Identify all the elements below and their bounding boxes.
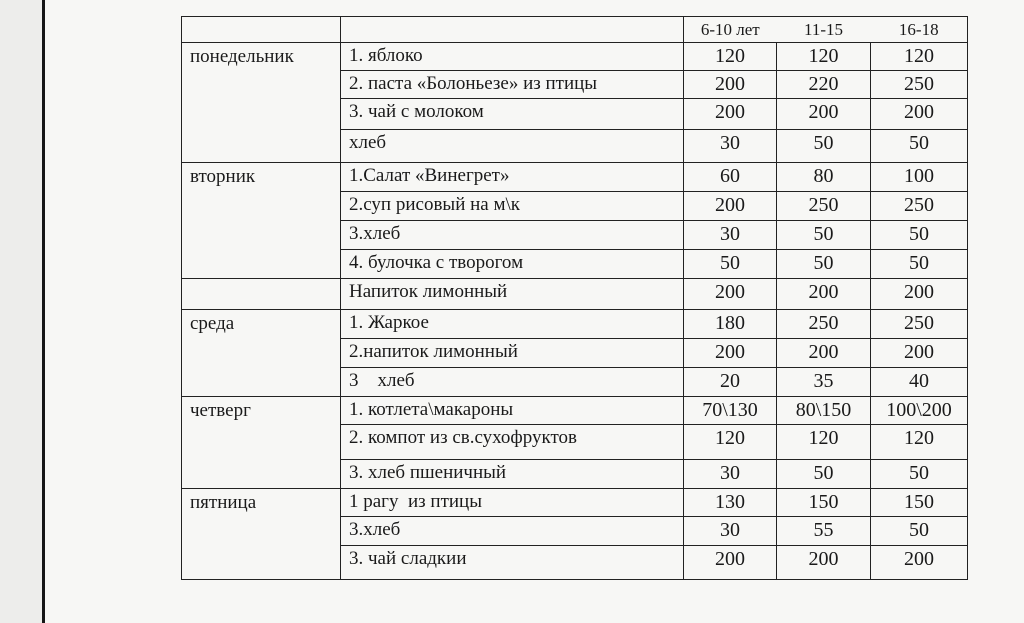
dish-cell: хлеб — [341, 130, 684, 163]
dish-cell: Напиток лимонный — [341, 279, 684, 310]
portion-cell-11-15: 200 — [777, 99, 871, 130]
portion-cell-11-15: 250 — [777, 310, 871, 339]
portion-cell-16-18: 200 — [871, 279, 968, 310]
dish-cell: 2. паста «Болоньезе» из птицы — [341, 71, 684, 99]
dish-cell: 3.хлеб — [341, 221, 684, 250]
menu-row — [182, 43, 968, 71]
portion-cell-16-18: 200 — [871, 99, 968, 130]
portion-cell-11-15: 120 — [777, 425, 871, 460]
portion-cell-11-15: 200 — [777, 546, 871, 580]
menu-row — [182, 163, 968, 192]
portion-cell-16-18: 50 — [871, 460, 968, 489]
dish-cell: 2.суп рисовый на м\к — [341, 192, 684, 221]
portion-cell-6-10: 30 — [684, 130, 777, 163]
portion-cell-11-15: 80\150 — [777, 397, 871, 425]
day-cell — [182, 279, 341, 310]
portion-cell-6-10: 30 — [684, 460, 777, 489]
portion-cell-6-10: 130 — [684, 489, 777, 517]
portion-cell-6-10: 20 — [684, 368, 777, 397]
page-shadow — [0, 0, 42, 623]
day-cell: пятница — [182, 489, 341, 580]
portion-cell-6-10: 200 — [684, 192, 777, 221]
dish-cell: 3. чай сладкии — [341, 546, 684, 580]
dish-cell: 3 хлеб — [341, 368, 684, 397]
portion-cell-11-15: 50 — [777, 221, 871, 250]
portion-cell-6-10: 50 — [684, 250, 777, 279]
dish-cell: 3. чай с молоком — [341, 99, 684, 130]
portion-cell-6-10: 200 — [684, 339, 777, 368]
portion-cell-16-18: 250 — [871, 71, 968, 99]
portion-cell-16-18: 50 — [871, 250, 968, 279]
portion-cell-16-18: 40 — [871, 368, 968, 397]
menu-row — [182, 279, 968, 310]
header-age-6-10: 6-10 лет — [684, 17, 777, 43]
portion-cell-11-15: 120 — [777, 43, 871, 71]
portion-cell-11-15: 50 — [777, 250, 871, 279]
portion-cell-6-10: 30 — [684, 517, 777, 546]
portion-cell-6-10: 120 — [684, 425, 777, 460]
portion-cell-11-15: 250 — [777, 192, 871, 221]
portion-cell-16-18: 50 — [871, 221, 968, 250]
portion-cell-16-18: 200 — [871, 546, 968, 580]
header-dish-cell — [341, 17, 684, 43]
header-row — [182, 17, 968, 43]
menu-row — [182, 489, 968, 517]
portion-cell-16-18: 100 — [871, 163, 968, 192]
portion-cell-16-18: 250 — [871, 310, 968, 339]
portion-cell-16-18: 100\200 — [871, 397, 968, 425]
dish-cell: 2.напиток лимонный — [341, 339, 684, 368]
portion-cell-6-10: 120 — [684, 43, 777, 71]
menu-row — [182, 310, 968, 339]
portion-cell-6-10: 30 — [684, 221, 777, 250]
dish-cell: 1. Жаркое — [341, 310, 684, 339]
portion-cell-6-10: 200 — [684, 279, 777, 310]
day-cell: среда — [182, 310, 341, 397]
portion-cell-6-10: 200 — [684, 71, 777, 99]
portion-cell-11-15: 80 — [777, 163, 871, 192]
portion-cell-11-15: 50 — [777, 460, 871, 489]
dish-cell: 4. булочка с творогом — [341, 250, 684, 279]
menu-row — [182, 397, 968, 425]
portion-cell-16-18: 200 — [871, 339, 968, 368]
portion-cell-11-15: 220 — [777, 71, 871, 99]
day-cell: вторник — [182, 163, 341, 279]
dish-cell: 2. компот из св.сухофруктов — [341, 425, 684, 460]
portion-cell-16-18: 50 — [871, 517, 968, 546]
dish-cell: 1. яблоко — [341, 43, 684, 71]
portion-cell-11-15: 35 — [777, 368, 871, 397]
portion-cell-6-10: 200 — [684, 546, 777, 580]
menu-table — [181, 16, 968, 580]
portion-cell-16-18: 120 — [871, 425, 968, 460]
dish-cell: 3.хлеб — [341, 517, 684, 546]
portion-cell-11-15: 55 — [777, 517, 871, 546]
portion-cell-6-10: 70\130 — [684, 397, 777, 425]
binding-line — [42, 0, 45, 623]
dish-cell: 1.Салат «Винегрет» — [341, 163, 684, 192]
portion-cell-11-15: 150 — [777, 489, 871, 517]
portion-cell-6-10: 200 — [684, 99, 777, 130]
portion-cell-6-10: 180 — [684, 310, 777, 339]
header-age-16-18: 16-18 — [871, 17, 968, 43]
dish-cell: 1 рагу из птицы — [341, 489, 684, 517]
portion-cell-16-18: 50 — [871, 130, 968, 163]
portion-cell-11-15: 50 — [777, 130, 871, 163]
portion-cell-16-18: 150 — [871, 489, 968, 517]
header-age-11-15: 11-15 — [777, 17, 871, 43]
portion-cell-16-18: 120 — [871, 43, 968, 71]
header-day-cell — [182, 17, 341, 43]
dish-cell: 3. хлеб пшеничный — [341, 460, 684, 489]
portion-cell-11-15: 200 — [777, 279, 871, 310]
portion-cell-16-18: 250 — [871, 192, 968, 221]
day-cell: понедельник — [182, 43, 341, 163]
portion-cell-11-15: 200 — [777, 339, 871, 368]
day-cell: четверг — [182, 397, 341, 489]
portion-cell-6-10: 60 — [684, 163, 777, 192]
dish-cell: 1. котлета\макароны — [341, 397, 684, 425]
